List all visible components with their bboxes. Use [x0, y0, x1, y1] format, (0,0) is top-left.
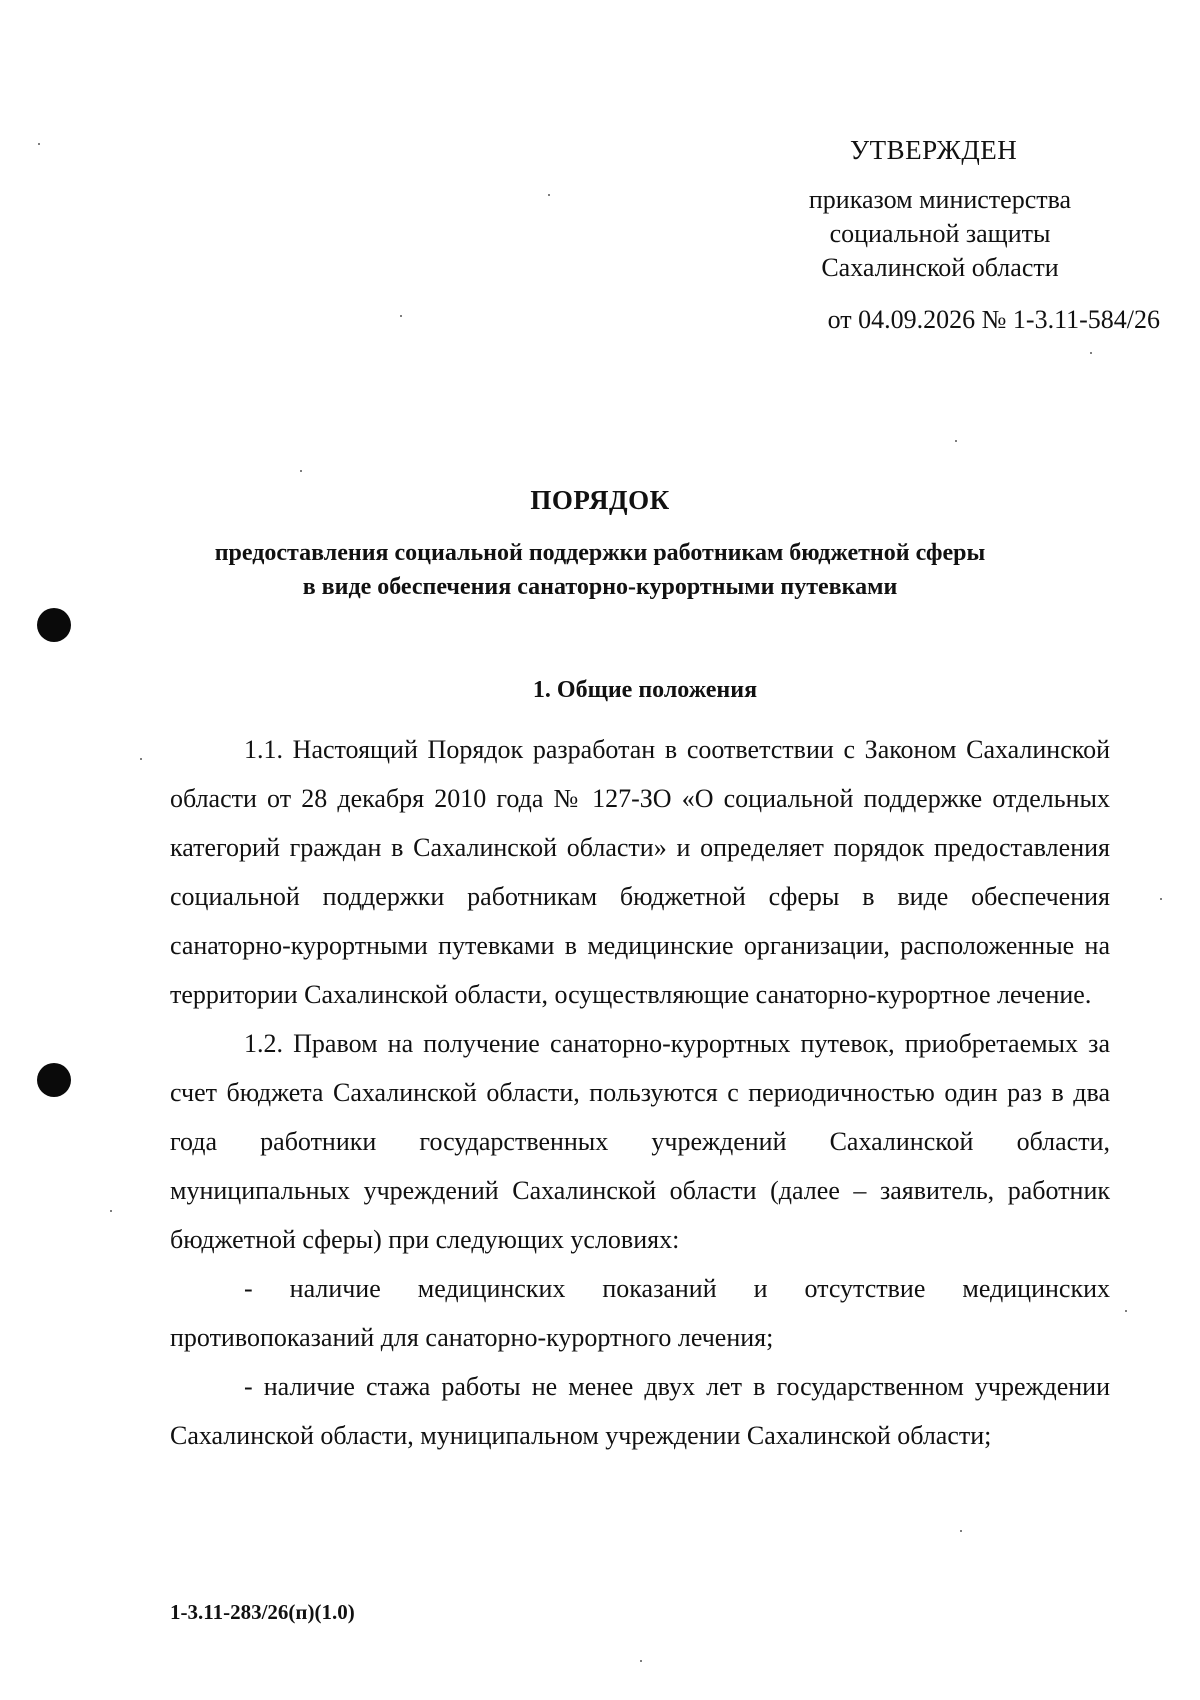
scan-speck	[110, 1210, 112, 1212]
paragraph-1-1: 1.1. Настоящий Порядок разработан в соответствии с Законом Сахалинской области от 28 декабря 2010 года № 127-ЗО «О социальной поддержке отдельных категорий граждан в Сахалинской области» и определяет порядок предоставления социальной поддержки работникам бюджетной сферы в виде обеспечения санаторно-курортными путевками в медицинские организации, расположенные на территории Сахалинской области, осуществляющие санаторно-курортное лечение.	[170, 735, 1110, 1009]
scan-speck	[955, 440, 957, 442]
scan-speck	[1125, 1310, 1127, 1312]
scan-speck	[38, 143, 40, 145]
approval-order-text	[700, 183, 1180, 285]
section-body	[170, 725, 1110, 1460]
punch-hole-mark	[37, 608, 71, 642]
document-subtitle-line: предоставления социальной поддержки работникам бюджетной сферы	[214, 540, 986, 566]
section-heading: 1. Общие положения	[532, 677, 758, 703]
scan-speck	[300, 470, 302, 472]
approval-order-line: Сахалинской области	[821, 253, 1059, 282]
document-subtitle	[100, 536, 1100, 604]
scan-speck	[548, 194, 550, 196]
approval-stamp-title: УТВЕРЖДЕН	[850, 135, 1018, 165]
condition-item-medical: - наличие медицинских показаний и отсутствие медицинских противопоказаний для санаторно-курортного лечения;	[170, 1274, 1110, 1352]
scan-speck	[1160, 898, 1162, 900]
document-footer-code: 1-3.11-283/26(п)(1.0)	[170, 1600, 355, 1624]
scan-speck	[640, 1660, 642, 1662]
scan-speck	[1090, 352, 1092, 354]
document-title: ПОРЯДОК	[530, 485, 670, 515]
document-subtitle-line: в виде обеспечения санаторно-курортными путевками	[302, 574, 898, 600]
scan-speck	[960, 1530, 962, 1532]
approval-order-line: приказом министерства	[808, 185, 1072, 214]
punch-hole-mark	[37, 1063, 71, 1097]
paragraph-1-2: 1.2. Правом на получение санаторно-курортных путевок, приобретаемых за счет бюджета Сахалинской области, пользуются с периодичностью один раз в два года работники государственных учреждений Сахалинской области, муниципальных учреждений Сахалинской области (далее – заявитель, работник бюджетной сферы) при следующих условиях:	[170, 1029, 1110, 1254]
condition-item-work-experience: - наличие стажа работы не менее двух лет в государственном учреждении Сахалинской области, муниципальном учреждении Сахалинской области;	[170, 1372, 1110, 1450]
document-title-block	[100, 485, 1100, 604]
approval-order-line: социальной защиты	[829, 219, 1051, 248]
scan-speck	[400, 315, 402, 317]
scan-speck	[140, 758, 142, 760]
approval-order-date: от 04.09.2026 № 1-3.11-584/26	[827, 305, 1160, 334]
